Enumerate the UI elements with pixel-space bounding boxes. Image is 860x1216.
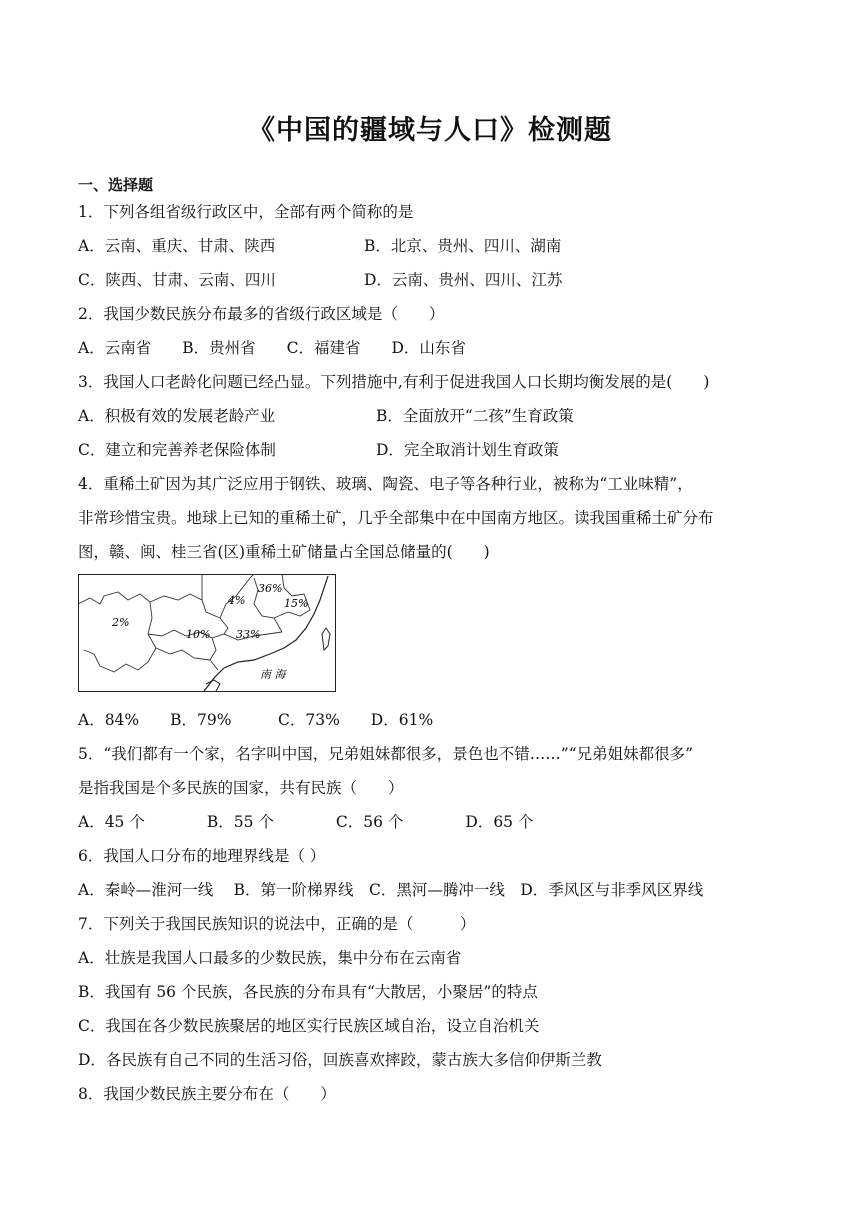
map-label-36pct: 36% bbox=[258, 582, 283, 595]
question-1-stem: 1．下列各组省级行政区中，全部有两个简称的是 bbox=[78, 203, 414, 221]
question-1-option-d: D．云南、贵州、四川、江苏 bbox=[364, 271, 563, 289]
question-1-option-a: A．云南、重庆、甘肃、陕西 bbox=[78, 237, 276, 255]
question-5-stem-line-2: 是指我国是个多民族的国家，共有民族（ ） bbox=[78, 779, 404, 797]
section-heading: 一、选择题 bbox=[78, 176, 154, 194]
question-4-stem-line-3: 图，赣、闽、桂三省(区)重稀土矿储量占全国总储量的( ) bbox=[78, 543, 490, 561]
question-4-stem-line-2: 非常珍惜宝贵。地球上已知的重稀土矿，几乎全部集中在中国南方地区。读我国重稀土矿分布 bbox=[78, 509, 714, 527]
question-3-stem: 3．我国人口老龄化问题已经凸显。下列措施中,有利于促进我国人口长期均衡发展的是( ) bbox=[78, 373, 710, 391]
question-1-option-b: B．北京、贵州、四川、湖南 bbox=[364, 237, 562, 255]
map-label-2pct: 2% bbox=[112, 616, 130, 629]
map-label-10pct: 10% bbox=[186, 628, 211, 641]
question-4-options: A．84% B．79% C．73% D．61% bbox=[78, 711, 434, 729]
question-7-option-b: B．我国有 56 个民族，各民族的分布具有“大散居，小聚居”的特点 bbox=[78, 983, 538, 1001]
question-7-option-c: C．我国在各少数民族聚居的地区实行民族区域自治，设立自治机关 bbox=[78, 1017, 540, 1035]
map-label-15pct: 15% bbox=[284, 597, 309, 610]
page-title: 《中国的疆域与人口》检测题 bbox=[248, 115, 612, 146]
question-4-stem-line-1: 4．重稀土矿因为其广泛应用于钢铁、玻璃、陶瓷、电子等各种行业，被称为“工业味精”， bbox=[78, 475, 693, 493]
question-7-stem: 7．下列关于我国民族知识的说法中，正确的是（ ） bbox=[78, 915, 476, 933]
question-8-stem: 8．我国少数民族主要分布在（ ） bbox=[78, 1085, 336, 1103]
rare-earth-distribution-map bbox=[78, 574, 336, 692]
question-5-stem-line-1: 5．“我们都有一个家，名字叫中国，兄弟姐妹都很多，景色也不错……”“兄弟姐妹都很多” bbox=[78, 745, 694, 763]
question-3-option-b: B．全面放开“二孩”生育政策 bbox=[376, 407, 574, 425]
question-1-option-c: C．陕西、甘肃、云南、四川 bbox=[78, 271, 276, 289]
question-5-options: A．45 个 B．55 个 C．56 个 D．65 个 bbox=[78, 813, 534, 831]
map-label-south-sea: 南 海 bbox=[260, 668, 286, 681]
question-3-option-c: C．建立和完善养老保险体制 bbox=[78, 441, 276, 459]
question-3-option-d: D．完全取消计划生育政策 bbox=[376, 441, 559, 459]
question-6-options: A．秦岭—淮河一线 B．第一阶梯界线 C．黑河—腾冲一线 D．季风区与非季风区界线 bbox=[78, 881, 704, 899]
map-label-4pct: 4% bbox=[228, 594, 246, 607]
question-2-stem: 2．我国少数民族分布最多的省级行政区域是（ ） bbox=[78, 305, 445, 323]
question-7-option-d: D．各民族有自己不同的生活习俗，回族喜欢摔跤，蒙古族大多信仰伊斯兰教 bbox=[78, 1051, 602, 1069]
question-3-option-a: A．积极有效的发展老龄产业 bbox=[78, 407, 276, 425]
question-7-option-a: A．壮族是我国人口最多的少数民族，集中分布在云南省 bbox=[78, 949, 462, 967]
question-6-stem: 6．我国人口分布的地理界线是（ ） bbox=[78, 847, 326, 865]
question-2-options: A．云南省 B．贵州省 C．福建省 D．山东省 bbox=[78, 339, 466, 357]
map-label-33pct: 33% bbox=[236, 628, 261, 641]
